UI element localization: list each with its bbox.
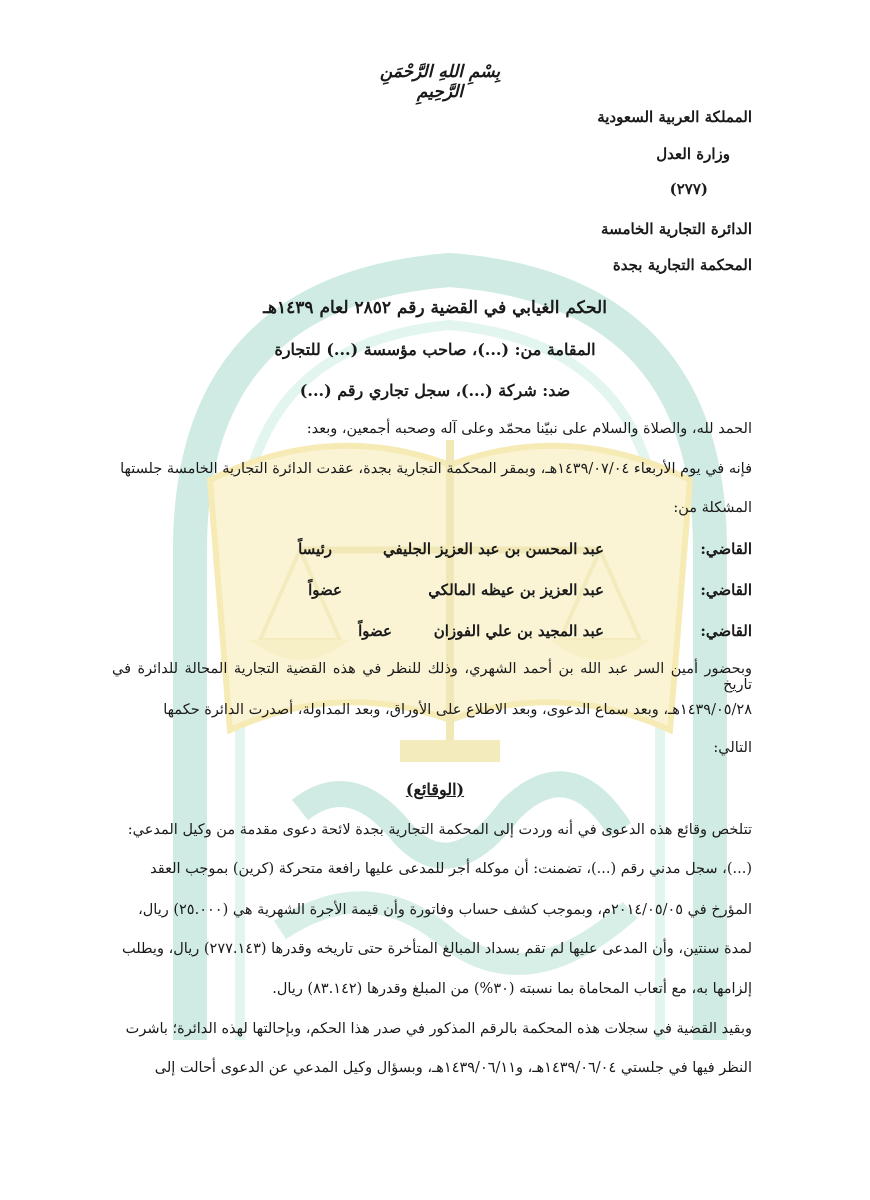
facts-text-line5: إلزامها به، مع أتعاب المحاماة بما نسبته (٣٠%) من المبلغ وقدرها (٨٣.١٤٢) ريال. — [272, 981, 752, 997]
facts-text-line3: المؤرخ في ٢٠١٤/٠٥/٠٥م، وبموجب كشف حساب وفاتورة وأن قيمة الأجرة الشهرية هي (٢٥.٠٠٠) ريال، — [138, 902, 752, 918]
facts-text-line1: تتلخص وقائع هذه الدعوى في أنه وردت إلى المحكمة التجارية بجدة لائحة دعوى مقدمة من وكيل المدعي: — [127, 822, 752, 838]
judge-row — [112, 581, 752, 609]
record-text-line2: النظر فيها في جلستي ١٤٣٩/٠٦/٠٤هـ، و١٤٣٩/٠٦/١١هـ، وبسؤال وكيل المدعي عن الدعوى أحالت إلى — [154, 1060, 752, 1076]
presence-text-line2: ١٤٣٩/٠٥/٢٨هـ، وبعد سماع الدعوى، وبعد الاطلاع على الأوراق، وبعد المداولة، أصدرت الدائرة حكمها — [163, 702, 752, 718]
session-text-line1: فإنه في يوم الأربعاء ١٤٣٩/٠٧/٠٤هـ، وبمقر المحكمة التجارية بجدة، عقدت الدائرة التجارية الخامسة جلستها — [120, 461, 752, 477]
facts-heading-text: (الوقائع) — [405, 780, 465, 799]
judge-role: عضواً — [358, 622, 392, 640]
record-text-line1: وبقيد القضية في سجلات هذه المحكمة بالرقم المذكور في صدر هذا الحكم، وبإحالتها لهذه الدائرة؛ باشرت — [125, 1021, 752, 1037]
judgment-title: الحكم الغيابي في القضية رقم ٢٨٥٢ لعام ١٤٣٩هـ — [263, 298, 607, 318]
judge-name: عبد المجيد بن علي الفوزان — [433, 622, 604, 640]
judge-label: القاضي: — [700, 540, 752, 558]
basmala: بِسْمِ اللهِ الرَّحْمَنِ الرَّحِيمِ — [379, 62, 501, 102]
opening-praise: الحمد لله، والصلاة والسلام على نبيّنا محمّد وعلى آله وصحبه أجمعين، وبعد: — [306, 421, 752, 437]
presence-text-line1: وبحضور أمين السر عبد الله بن أحمد الشهري، وذلك للنظر في هذه القضية التجارية المحالة للدائرة في تاريخ — [112, 661, 752, 693]
facts-text-line2: (...)، سجل مدني رقم (...)، تضمنت: أن موكله أجر للمدعى عليها رافعة متحركة (كرين) بموجب العقد — [150, 861, 752, 877]
session-text-line2: المشكلة من: — [673, 500, 752, 516]
judge-row — [112, 622, 752, 650]
document-number: (٢٧٧) — [669, 180, 708, 198]
judge-label: القاضي: — [700, 581, 752, 599]
court-name: المحكمة التجارية بجدة — [612, 256, 752, 274]
judge-row — [112, 540, 752, 568]
presence-text-line3: التالي: — [713, 740, 752, 756]
ministry-name: وزارة العدل — [656, 145, 730, 163]
circuit-name: الدائرة التجارية الخامسة — [601, 220, 752, 238]
judge-label: القاضي: — [700, 622, 752, 640]
judge-name: عبد العزيز بن عيظه المالكي — [428, 581, 604, 599]
judge-role: رئيساً — [298, 540, 332, 558]
facts-heading — [0, 780, 870, 799]
defendant-line: ضد: شركة (...)، سجل تجاري رقم (...) — [299, 381, 571, 400]
plaintiff-line: المقامة من: (...)، صاحب مؤسسة (...) للتجارة — [274, 340, 596, 359]
judge-name: عبد المحسن بن عبد العزيز الجليفي — [382, 540, 604, 558]
facts-text-line4: لمدة سنتين، وأن المدعى عليها لم تقم بسداد المبالغ المتأخرة حتى تاريخه وقدرها (٢٧٧.١٤٣) ريال، ويطلب — [122, 941, 752, 957]
kingdom-name: المملكة العربية السعودية — [597, 108, 752, 126]
judge-role: عضواً — [308, 581, 342, 599]
